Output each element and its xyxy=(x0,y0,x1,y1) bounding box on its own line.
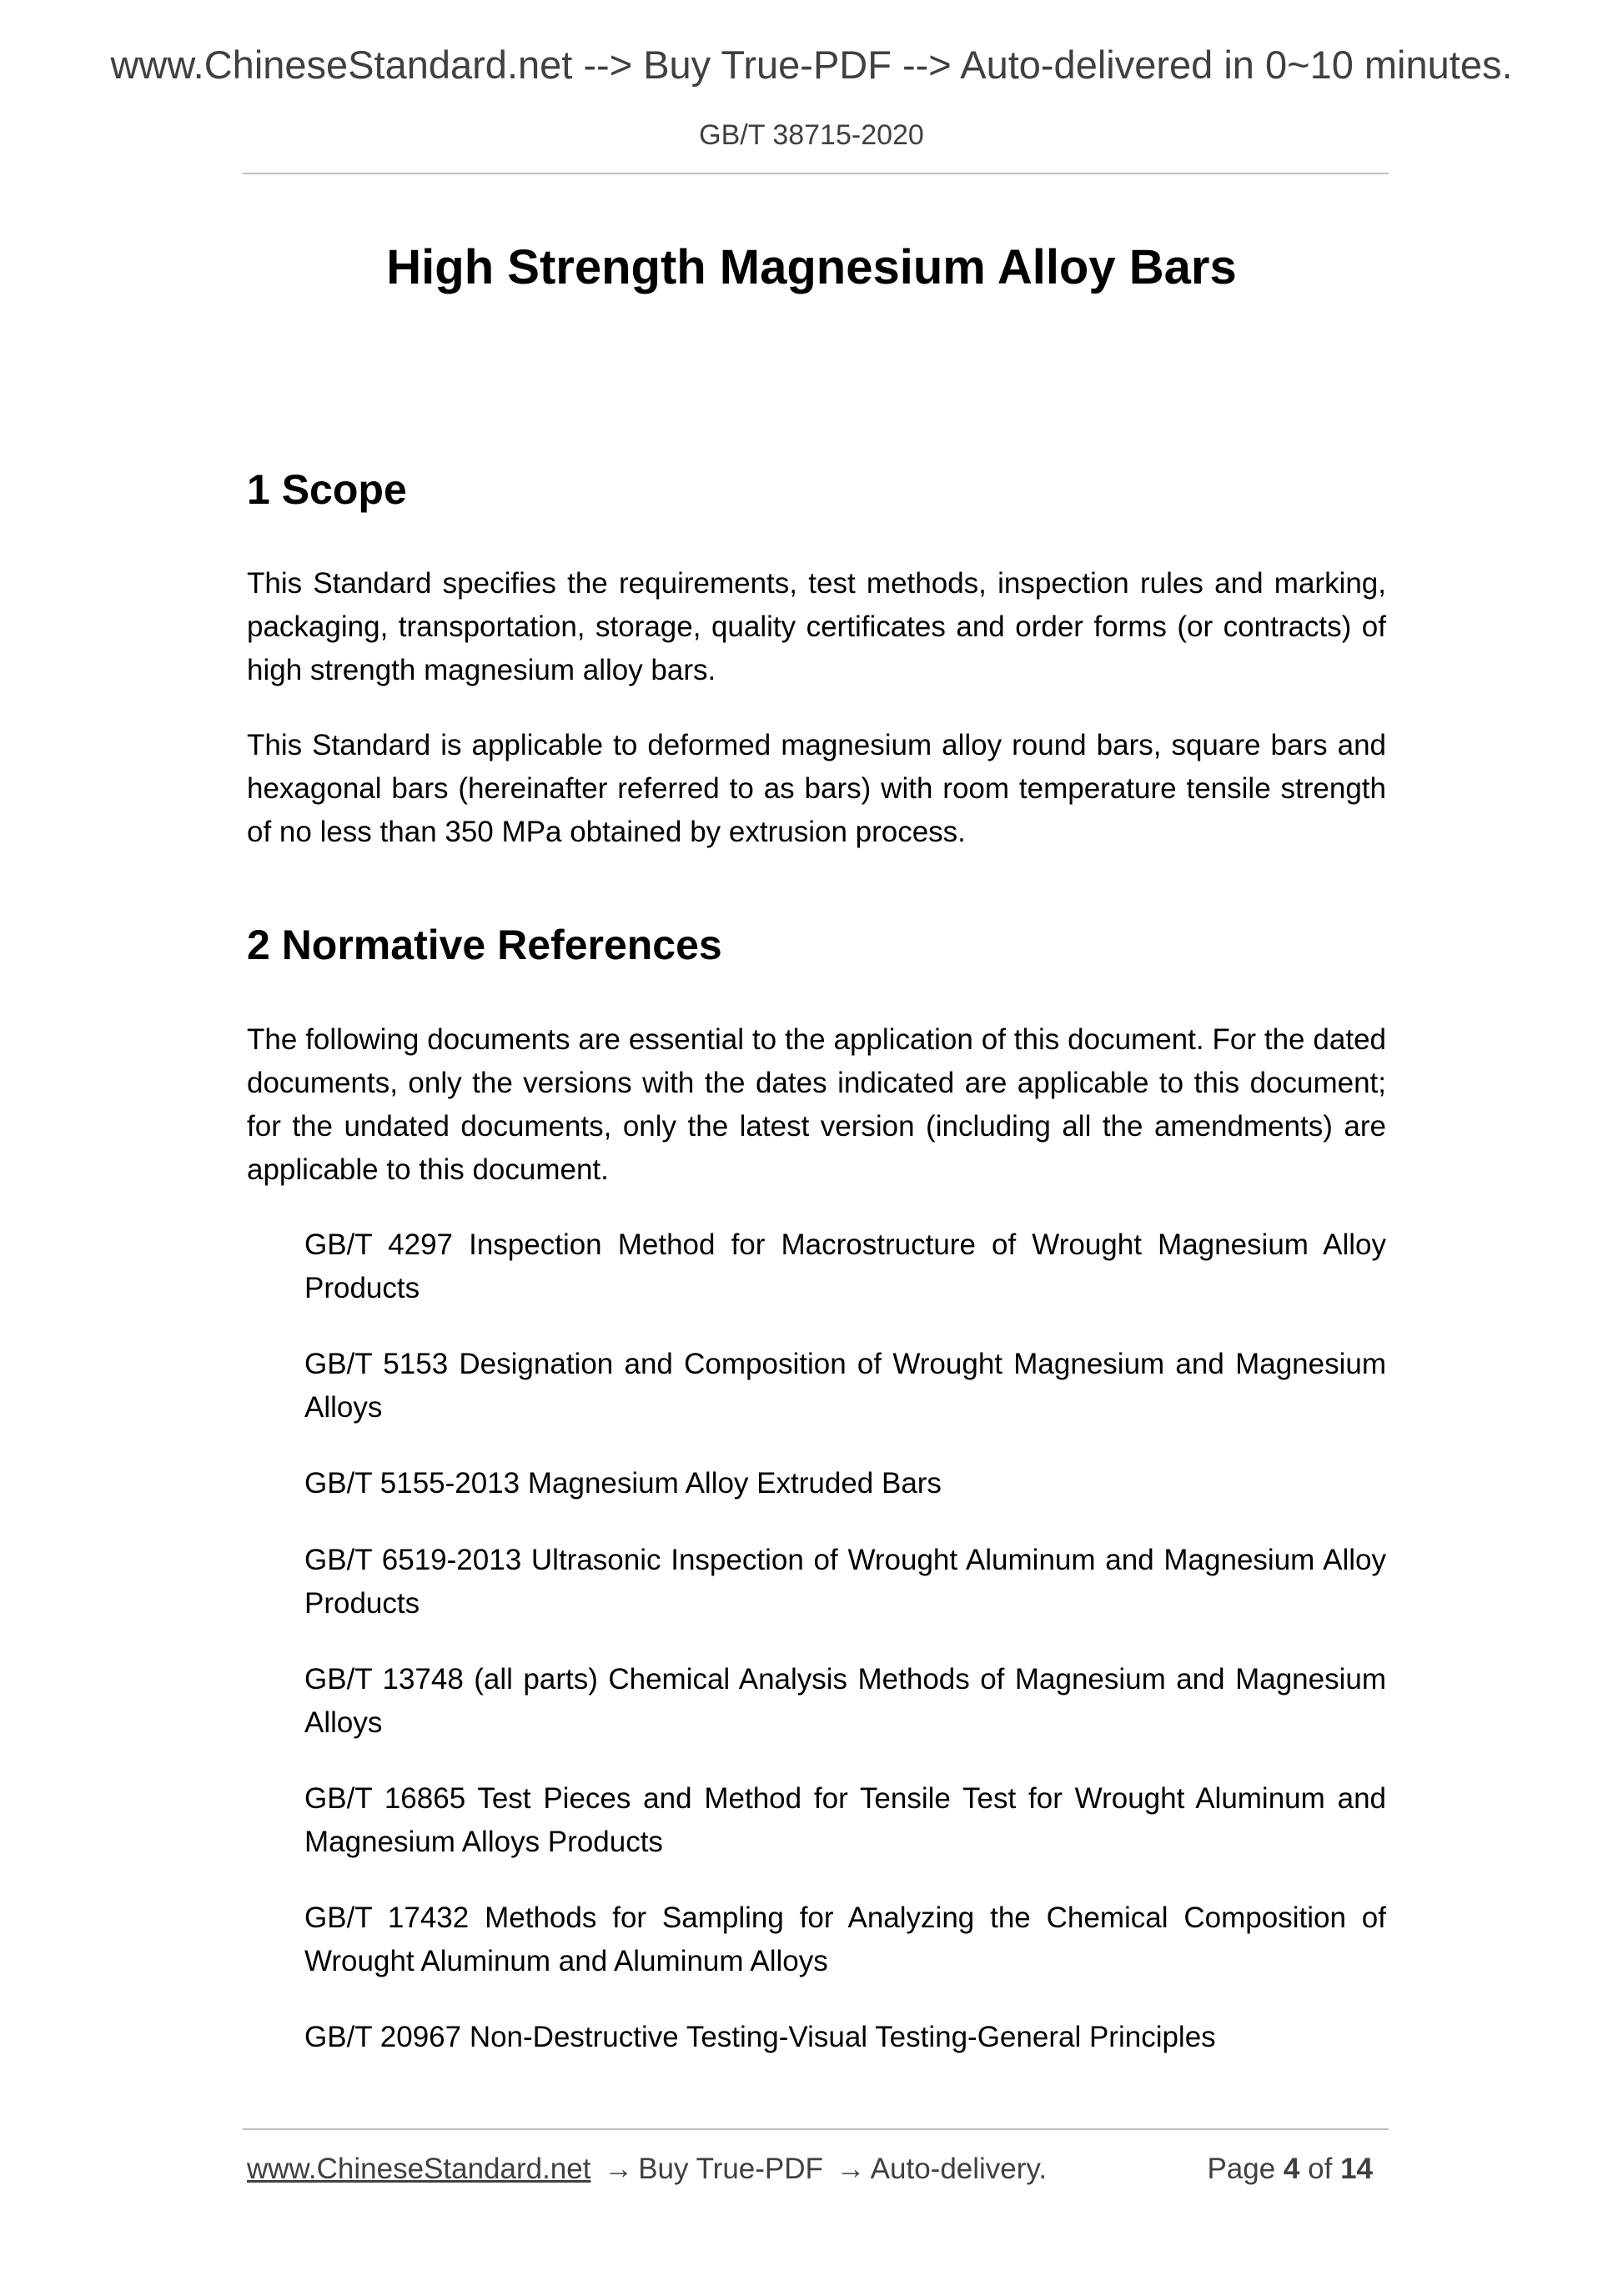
reference-item: GB/T 5153 Designation and Composition of Wrought Magnesium and Magnesium Alloys xyxy=(304,1348,1386,1424)
document-id: GB/T 38715-2020 xyxy=(699,119,924,151)
header-banner: www.ChineseStandard.net --> Buy True-PDF --> Auto-delivered in 0~10 minutes. xyxy=(110,43,1513,87)
page-footer xyxy=(247,2148,1389,2190)
reference-item: GB/T 4297 Inspection Method for Macrostructure of Wrought Magnesium Alloy Products xyxy=(304,1228,1386,1304)
reference-item: GB/T 16865 Test Pieces and Method for Tensile Test for Wrought Aluminum and Magnesium Alloys Products xyxy=(304,1782,1386,1858)
section-heading-normative-references: 2 Normative References xyxy=(247,922,722,968)
scope-paragraph-2: This Standard is applicable to deformed magnesium alloy round bars, square bars and hexagonal bars (hereinafter referred to as bars) with room temperature tensile strength of no less than 350 MPa obtained by extrusion process. xyxy=(247,729,1386,848)
footer-delivery-text: Auto-delivery. xyxy=(870,2153,1048,2185)
references-intro-paragraph: The following documents are essential to the application of this document. For the dated documents, only the versions with the dates indicated are applicable to this document; for the undated documents, only the latest version (including all the amendments) are applicable to this document. xyxy=(247,1023,1386,1186)
page-indicator xyxy=(1207,2148,1373,2190)
reference-item: GB/T 17432 Methods for Sampling for Analyzing the Chemical Composition of Wrought Aluminum and Aluminum Alloys xyxy=(304,1902,1386,1977)
arrow-right-icon: → xyxy=(836,2153,866,2185)
total-pages: 14 xyxy=(1340,2153,1373,2185)
reference-item: GB/T 6519-2013 Ultrasonic Inspection of Wrought Aluminum and Magnesium Alloy Products xyxy=(304,1544,1386,1620)
page-number: 4 xyxy=(1283,2153,1300,2185)
scope-paragraph-1: This Standard specifies the requirements, test methods, inspection rules and marking, packaging, transportation, storage, quality certificates and order forms (or contracts) of high strength magnesium alloy bars. xyxy=(247,567,1386,686)
section-heading-scope: 1 Scope xyxy=(247,466,407,513)
reference-item: GB/T 13748 (all parts) Chemical Analysis Methods of Magnesium and Magnesium Alloys xyxy=(304,1663,1386,1739)
document-title: High Strength Magnesium Alloy Bars xyxy=(386,240,1237,294)
page-word: Page xyxy=(1207,2153,1276,2185)
footer-divider xyxy=(243,2128,1389,2130)
arrow-right-icon: → xyxy=(604,2153,634,2185)
reference-item: GB/T 20967 Non-Destructive Testing-Visual Testing-General Principles xyxy=(304,2021,1216,2053)
of-word: of xyxy=(1308,2153,1333,2185)
footer-site-link[interactable]: www.ChineseStandard.net xyxy=(247,2153,591,2185)
footer-buy-text: Buy True-PDF xyxy=(638,2153,823,2185)
reference-item: GB/T 5155-2013 Magnesium Alloy Extruded Bars xyxy=(304,1467,942,1500)
header-divider xyxy=(243,173,1389,174)
